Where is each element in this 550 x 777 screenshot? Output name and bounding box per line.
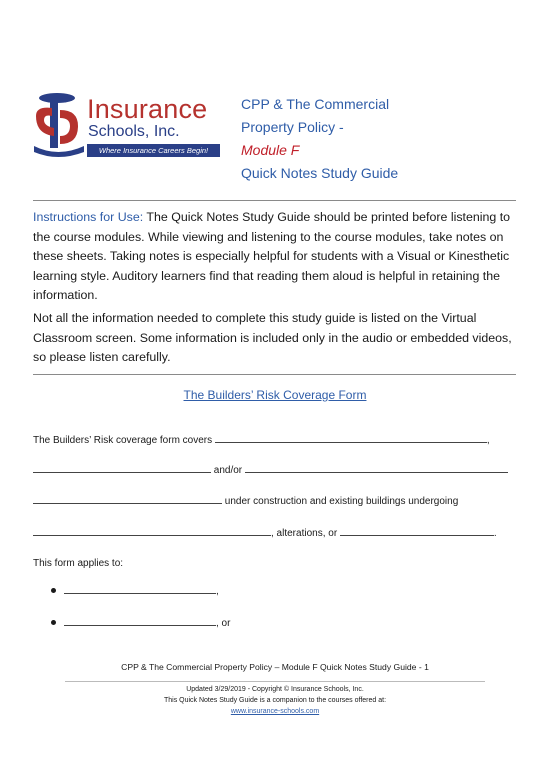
footer-updated: Updated 3/29/2019 - Copyright © Insurance Schools, Inc.	[186, 686, 364, 693]
fill-line-1	[33, 431, 490, 448]
blank-field[interactable]	[33, 461, 211, 473]
bullet-1-end: ,	[216, 586, 219, 597]
instructions-lead: Instructions for Use:	[33, 210, 144, 224]
fill-line-2-text: and/or	[211, 465, 245, 476]
footer-link-wrap	[0, 708, 550, 715]
fill-line-3	[33, 492, 458, 509]
title-line-2: Property Policy -	[241, 119, 344, 135]
fill-line-3-text: under construction and existing buildings undergoing	[222, 496, 459, 507]
title-line-4: Quick Notes Study Guide	[241, 165, 399, 181]
logo-word-insurance: Insurance	[87, 94, 208, 124]
title-module: Module F	[241, 142, 300, 158]
footer-divider	[65, 681, 485, 682]
section-title: The Builders’ Risk Coverage Form	[183, 388, 367, 402]
bullet-item-2	[64, 614, 230, 631]
logo-mark-icon	[30, 90, 88, 160]
footer-companion: This Quick Notes Study Guide is a companion to the courses offered at:	[163, 697, 387, 704]
applies-label: This form applies to:	[33, 558, 124, 569]
instructions-paragraph	[33, 208, 518, 306]
fill-line-2	[33, 461, 508, 478]
divider-top	[33, 200, 516, 201]
fill-line-4-text: , alterations, or	[271, 528, 340, 539]
bullet-2-end: , or	[216, 618, 231, 629]
blank-field[interactable]	[33, 524, 271, 536]
instructions-text: The Quick Notes Study Guide should be printed before listening to the course modules. While viewing and listening to the course modules, take notes on these sheets. Taking notes is especially helpful for students with a Visual or Kinesthetic learning style. Auditory learners find that reading them aloud is helpful in retaining the information.	[33, 210, 511, 302]
blank-field[interactable]	[340, 524, 494, 536]
blank-field[interactable]	[215, 431, 487, 443]
title-line-1: CPP & The Commercial	[241, 96, 390, 112]
bullet-icon	[51, 620, 56, 625]
fill-line-4-end: .	[493, 528, 497, 539]
blank-field[interactable]	[64, 614, 216, 626]
footer-website-link[interactable]: www.insurance-schools.com	[230, 708, 320, 715]
fill-line-4	[33, 524, 497, 541]
logo-word-schools: Schools, Inc.	[88, 123, 180, 140]
divider-middle	[33, 374, 516, 375]
blank-field[interactable]	[245, 461, 508, 473]
blank-field[interactable]	[33, 492, 222, 504]
fill-line-1-text: The Builders’ Risk coverage form covers	[33, 435, 215, 446]
fill-line-1-end: ,	[486, 435, 490, 446]
bullet-item-1	[64, 582, 219, 599]
note-paragraph: Not all the information needed to complete this study guide is listed on the Virtual Classroom screen. Some information is included only in the audio or embedded videos, so please listen carefully.	[33, 311, 512, 364]
logo-tagline: Where Insurance Careers Begin!	[87, 144, 220, 157]
company-logo	[30, 90, 220, 160]
footer-title: CPP & The Commercial Property Policy – Module F Quick Notes Study Guide - 1	[121, 662, 429, 672]
bullet-icon	[51, 588, 56, 593]
document-title	[241, 93, 398, 185]
blank-field[interactable]	[64, 582, 216, 594]
